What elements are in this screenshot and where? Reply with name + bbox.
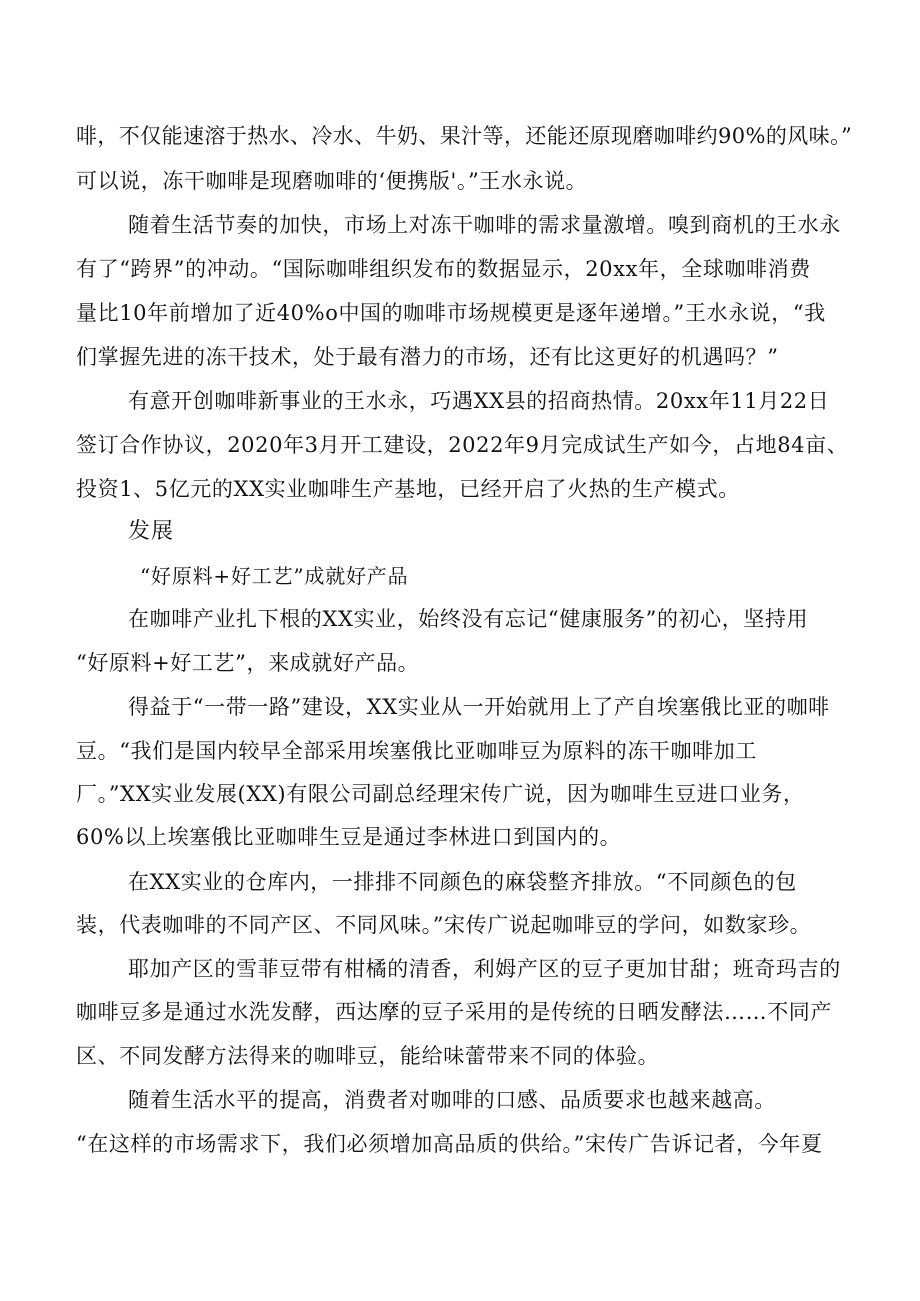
text-line: 可以说，冻干咖啡是现磨咖啡的‘便携版'。”王水永说。 <box>76 169 588 193</box>
text-line: 咖啡豆多是通过水洗发酵，西达摩的豆子采用的是传统的日晒发酵法……不同产 <box>76 1000 832 1024</box>
text-line: 们掌握先进的冻干技术，处于最有潜力的市场，还有比这更好的机遇吗？” <box>76 345 779 369</box>
text-line: 随着生活水平的提高，消费者对咖啡的口感、品质要求也越来越高。 <box>128 1088 776 1112</box>
text-line: 随着生活节奏的加快，市场上对冻干咖啡的需求量激增。嗅到商机的王水永 <box>128 213 841 237</box>
text-line: 装，代表咖啡的不同产区、不同风味。”宋传广说起咖啡豆的学问，如数家珍。 <box>76 913 812 937</box>
text-line: 得益于“一带一路”建设，XX实业从一开始就用上了产自埃塞俄比亚的咖啡 <box>128 695 830 719</box>
section-subheading: “好原料+好工艺”成就好产品 <box>140 564 409 588</box>
text-line: 在XX实业的仓库内，一排排不同颜色的麻袋整齐排放。“不同颜色的包 <box>128 870 797 894</box>
text-line: 有意开创咖啡新事业的王水永，巧遇XX县的招商热情。20xx年11月22日 <box>128 389 830 413</box>
text-line: 在咖啡产业扎下根的XX实业，始终没有忘记“健康服务”的初心，坚持用 <box>128 607 809 631</box>
text-line: 签订合作协议，2020年3月开工建设，2022年9月完成试生产如今，占地84亩、 <box>76 433 849 457</box>
text-line: 量比10年前增加了近40%o中国的咖啡市场规模更是逐年递增。”王水永说，“我 <box>76 301 826 325</box>
text-line: 有了“跨界”的冲动。“国际咖啡组织发布的数据显示，20xx年，全球咖啡消费 <box>76 257 811 281</box>
text-line: 区、不同发酵方法得来的咖啡豆，能给味蕾带来不同的体验。 <box>76 1044 660 1068</box>
text-line: “在这样的市场需求下，我们必须增加高品质的供给。”宋传广告诉记者，今年夏 <box>76 1132 823 1156</box>
text-line: 耶加产区的雪菲豆带有柑橘的清香，利姆产区的豆子更加甘甜；班奇玛吉的 <box>128 957 841 981</box>
text-line: “好原料+好工艺”，来成就好产品。 <box>76 651 420 675</box>
text-line: 豆。“我们是国内较早全部采用埃塞俄比亚咖啡豆为原料的冻干咖啡加工 <box>76 739 757 763</box>
text-line: 投资1、5亿元的XX实业咖啡生产基地，已经开启了火热的生产模式。 <box>76 477 740 501</box>
text-line: 60%以上埃塞俄比亚咖啡生豆是通过李林进口到国内的。 <box>76 825 622 849</box>
text-line: 厂。”XX实业发展(XX)有限公司副总经理宋传广说，因为咖啡生豆进口业务， <box>76 782 805 806</box>
text-line: 啡，不仅能速溶于热水、冷水、牛奶、果汁等，还能还原现磨咖啡约90%的风味。” <box>76 124 853 148</box>
section-heading: 发展 <box>128 519 175 544</box>
